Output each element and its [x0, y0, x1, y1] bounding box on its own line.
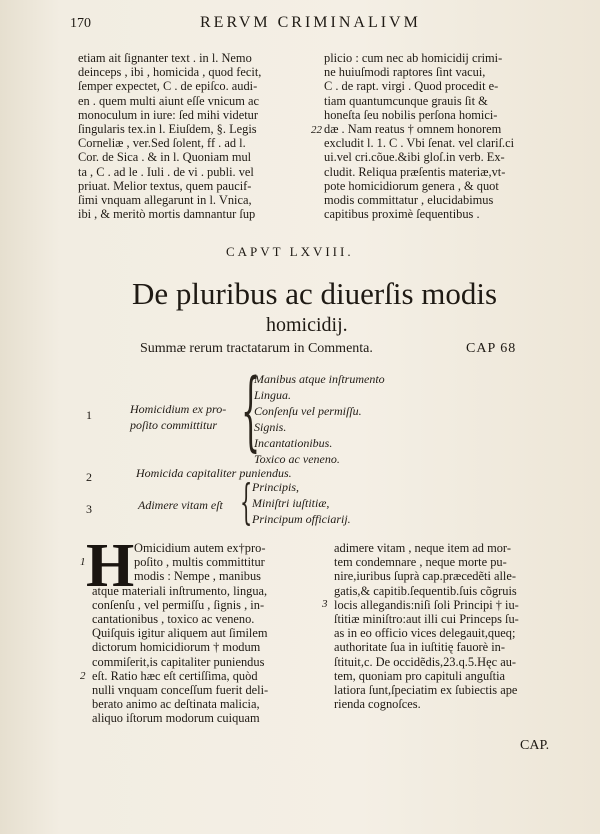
text-line: nulli vnquam conceſſum fuerit deli-: [92, 683, 269, 698]
outline-branch: Miniſtri iuſtitiæ,: [252, 496, 330, 510]
text-line: ibi , & meritò mortis damnantur ſup: [78, 207, 256, 222]
text-line: plicio : cum nec ab homicidij crimi-: [324, 51, 503, 65]
top-left-column: [78, 51, 318, 221]
text-line: ſimi vnquam allegarunt in l. Vnica,: [78, 193, 252, 208]
text-line: poſito , multis committitur: [134, 555, 265, 570]
outline-item: Homicidium ex pro-: [130, 402, 227, 416]
text-line: deinceps , ibi , homicida , quod fecit,: [78, 65, 262, 80]
outline-item: Homicida capitaliter puniendus.: [136, 466, 292, 480]
margin-number: 2: [80, 670, 86, 682]
body-left-column: [92, 541, 322, 726]
outline-number: 3: [86, 502, 92, 516]
text-line: dictorum homicidiorum † modum: [92, 640, 261, 655]
outline-number: 2: [86, 470, 92, 484]
text-line: Omicidium autem ex†pro-: [134, 541, 266, 555]
text-line: berato animo ac deſtinata malicia,: [92, 697, 260, 712]
text-line: as in eo officio vices delegauit,queq;: [334, 626, 516, 641]
text-line: rienda cognoſces.: [334, 697, 421, 712]
chapter-number: CAPVT LXVIII.: [226, 244, 354, 259]
text-line: adimere vitam , neque item ad mor-: [334, 541, 511, 555]
text-line: commiſerit,is capitaliter puniendus: [92, 654, 265, 669]
text-line: authoritate ſua in iuſtitię fauorè in-: [334, 640, 506, 655]
text-line: eſt. Ratio hæc eſt certiſſima, quòd: [92, 668, 258, 683]
page-number: 170: [70, 16, 91, 31]
text-line: tem, quoniam pro capituli anguſtia: [334, 668, 506, 683]
text-line: atque materiali inſtrumento, lingua,: [92, 583, 268, 598]
outline-branch: Conſenſu vel permiſſu.: [254, 404, 362, 418]
text-line: Corneliæ , ver.Sed ſolent, ff . ad l.: [78, 136, 246, 151]
outline-item: Adimere vitam eſt: [138, 498, 223, 512]
text-line: ſtitiæ miniſtro:aut illi cui Princeps ſu-: [334, 612, 519, 627]
margin-number: 3: [322, 598, 328, 610]
text-line: ſingularis tex.in l. Eiuſdem, §. Legis: [78, 122, 257, 137]
text-line: tem condemnare , neque morte pu-: [334, 555, 507, 570]
running-head: RERVM CRIMINALIVM: [200, 14, 421, 31]
margin-number: 1: [80, 556, 86, 568]
text-line: priuat. Melior textus, quem paucif-: [78, 178, 252, 193]
body-right-column: [334, 541, 574, 711]
text-line: ui.vel cri.cõue.&ibi gloſ.in verb. Ex-: [324, 150, 505, 165]
page-header: [70, 14, 570, 36]
text-line: dæ . Nam reatus † omnem honorem: [324, 122, 502, 137]
text-line: cantationibus , toxico ac veneno.: [92, 612, 255, 627]
outline-branch: Principum officiarij.: [252, 512, 351, 526]
outline-branch: Toxico ac veneno.: [254, 452, 340, 466]
text-line: C . de rapt. virgi . Quod procedit e-: [324, 79, 499, 94]
outline-branch: Incantationibus.: [254, 436, 333, 450]
text-line: etiam ait ſignanter text . in l. Nemo: [78, 51, 252, 65]
summary-heading: Summæ rerum tractatarum in Commenta.: [140, 341, 373, 356]
brace-icon: {: [240, 474, 253, 530]
text-line: nire,iuribus ſuprà cap.præcedẽti alle-: [334, 569, 516, 584]
text-line: en . quem multi aiunt eſſe vnicum ac: [78, 93, 259, 108]
text-line: ſtituit,c. De occidẽdis,23.q.5.Hęc au-: [334, 654, 517, 669]
drop-capital: H: [86, 532, 135, 600]
text-line: cludit. Reliqua præſentis materiæ,vt-: [324, 164, 506, 179]
text-line: latiora ſunt,ſpeciatim ex ſubiectis ape: [334, 683, 518, 698]
text-line: modis committatur , elucidabimus: [324, 193, 494, 208]
chapter-title-cont: homicidij.: [266, 314, 348, 336]
text-line: ta , C . ad le . Iuli . de vi . publi. vel: [78, 164, 254, 179]
text-line: Quiſquis igitur aliquem aut ſimilem: [92, 626, 268, 641]
text-line: modis : Nempe , manibus: [134, 569, 261, 584]
chapter-title: De pluribus ac diuerſis modis: [132, 276, 498, 311]
top-right-column: [324, 51, 572, 221]
text-line: capitibus proximè ſequentibus .: [324, 207, 480, 222]
outline-item: poſito committitur: [130, 418, 217, 432]
outline-branch: Manibus atque inſtrumento: [254, 372, 385, 386]
text-line: conſenſu , vel permiſſu , ſignis , in-: [92, 597, 265, 612]
text-line: gatis,& capitib.ſequentib.ſuis cõgruis: [334, 583, 517, 598]
catchword: CAP.: [520, 738, 550, 753]
text-line: excludit l. 1. C . Vbi ſenat. vel clariſ.ci: [324, 136, 515, 151]
outline-number: 1: [86, 408, 92, 422]
margin-number: 22: [311, 124, 322, 136]
text-line: tiam quantumcunque grauis ſit &: [324, 93, 488, 108]
text-line: ne huiuſmodi raptores ſint vacui,: [324, 65, 486, 80]
outline-branch: Principis,: [252, 480, 299, 494]
text-line: Cor. de Sica . & in l. Quoniam mul: [78, 150, 252, 165]
text-line: aliquo iſtorum modorum cuiquam: [92, 711, 260, 726]
brace-icon: {: [241, 361, 261, 461]
outline-branch: Signis.: [254, 420, 287, 434]
text-line: locis allegandis:niſi ſoli Principi † iu-: [334, 597, 519, 612]
text-line: monoculum in iure: ſed mihi videtur: [78, 107, 258, 122]
outline-branch: Lingua.: [254, 388, 292, 402]
text-line: ſemper expectet, C . de epiſco. audi-: [78, 79, 258, 94]
text-line: pote homicidiorum genera , & quot: [324, 178, 499, 193]
text-line: honeſta ſeu nobilis perſona homici-: [324, 107, 498, 122]
chapter-reference: CAP 68: [466, 341, 517, 356]
